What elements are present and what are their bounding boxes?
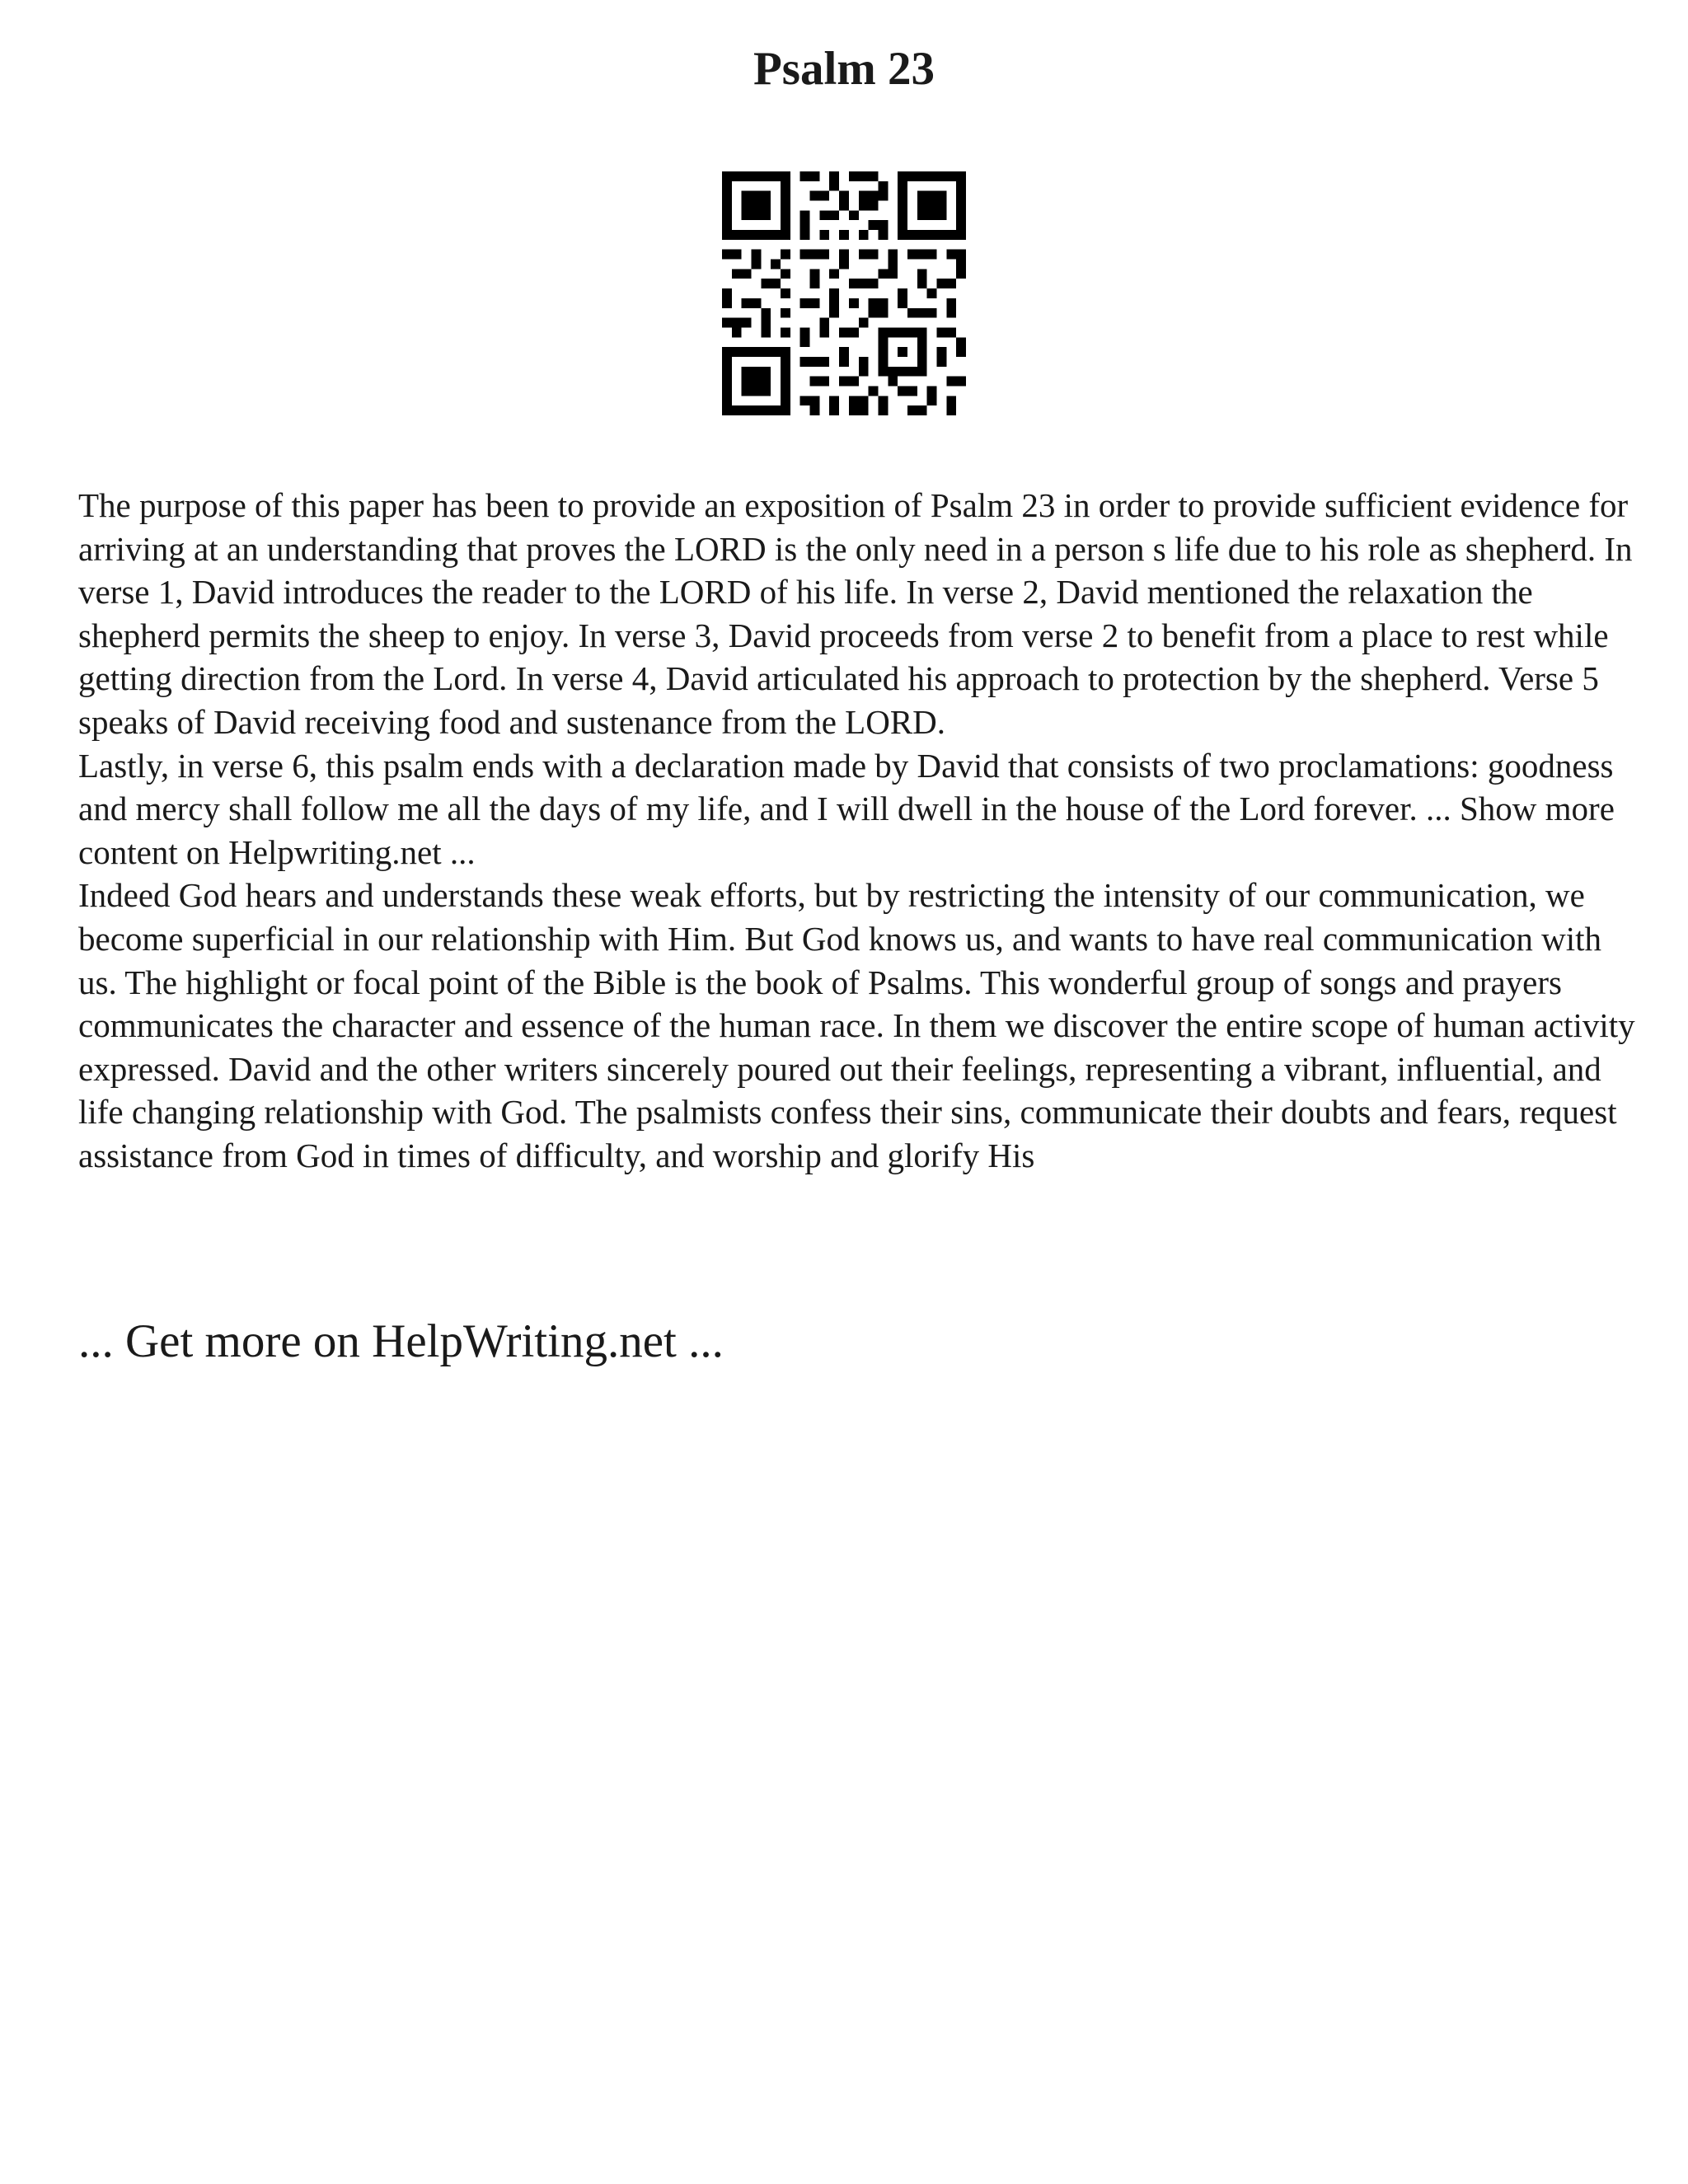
paragraph-1: The purpose of this paper has been to provide an exposition of Psalm 23 in order to provide sufficient evidence for arriving at an understanding that proves the LORD is the only need in a person s life due to his role as shepherd. In verse 1, David introduces the reader to the LORD of his life. In verse 2, David mentioned the relaxation the shepherd permits the sheep to enjoy. In verse 3, David proceeds from verse 2 to benefit from a place to rest while getting direction from the Lord. In verse 4, David articulated his approach to protection by the shepherd. Verse 5 speaks of David receiving food and sustenance from the LORD. [78,486,1633,741]
get-more-link[interactable]: ... Get more on HelpWriting.net ... [78,1315,724,1367]
qr-code-icon[interactable] [722,171,966,415]
document-body [78,484,1644,1178]
paragraph-3: Indeed God hears and understands these weak efforts, but by restricting the intensity of our communication, we become superficial in our relationship with Him. But God knows us, and wants to have real communication with us. The highlight or focal point of the Bible is the book of Psalms. This wonderful group of songs and prayers communicates the character and essence of the human race. In them we discover the entire scope of human activity expressed. David and the other writers sincerely poured out their feelings, representing a vibrant, influential, and life changing relationship with God. The psalmists confess their sins, communicate their doubts and fears, request assistance from God in times of difficulty, and worship and glorify His [78,876,1635,1174]
page-title: Psalm 23 [753,43,935,95]
paragraph-2: Lastly, in verse 6, this psalm ends with a declaration made by David that consists of two proclamations: goodness and mercy shall follow me all the days of my life, and I will dwell in the house of the Lord forever. ... Show more content on Helpwriting.net ... [78,746,1615,871]
